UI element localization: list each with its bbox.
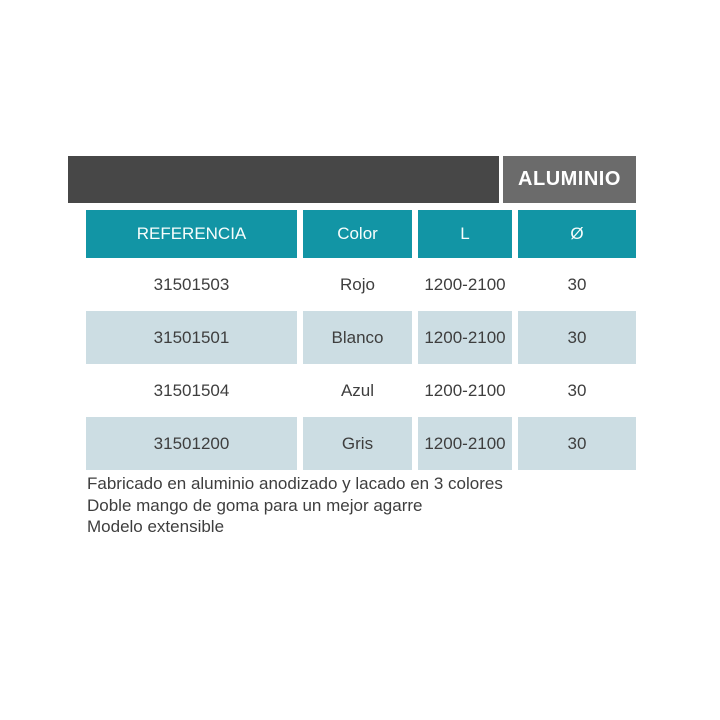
- cell-length: 1200-2100: [424, 380, 506, 400]
- cell-diameter: 30: [567, 380, 587, 400]
- note-line: Fabricado en aluminio anodizado y lacado en 3 colores: [87, 474, 503, 493]
- cell-color: Azul: [340, 380, 375, 400]
- cell-length: 1200-2100: [424, 274, 506, 294]
- banner-bar: [68, 156, 499, 203]
- column-header-color: Color: [303, 210, 412, 258]
- material-badge: ALUMINIO: [503, 156, 636, 203]
- cell-length: 1200-2100: [418, 417, 512, 470]
- cell-referencia: 31501200: [86, 417, 297, 470]
- note-line: Modelo extensible: [87, 517, 225, 536]
- table-header-row: [86, 210, 636, 258]
- cell-color: Blanco: [303, 311, 412, 364]
- cell-color: Rojo: [340, 274, 375, 294]
- table-row: [86, 258, 636, 311]
- cell-diameter: 30: [518, 417, 636, 470]
- column-header-length: L: [418, 210, 512, 258]
- column-header-diameter: Ø: [518, 210, 636, 258]
- cell-diameter: 30: [567, 274, 587, 294]
- cell-length: 1200-2100: [418, 311, 512, 364]
- product-notes: [87, 473, 503, 538]
- table-row: [86, 417, 636, 470]
- table-row: [86, 311, 636, 364]
- column-header-referencia: REFERENCIA: [86, 210, 297, 258]
- cell-color: Gris: [303, 417, 412, 470]
- cell-referencia: 31501504: [153, 380, 230, 400]
- cell-referencia: 31501503: [153, 274, 230, 294]
- cell-diameter: 30: [518, 311, 636, 364]
- note-line: Doble mango de goma para un mejor agarre: [87, 495, 423, 515]
- table-row: [86, 364, 636, 417]
- product-spec-table: [86, 210, 636, 470]
- section-banner: [68, 156, 636, 203]
- cell-referencia: 31501501: [86, 311, 297, 364]
